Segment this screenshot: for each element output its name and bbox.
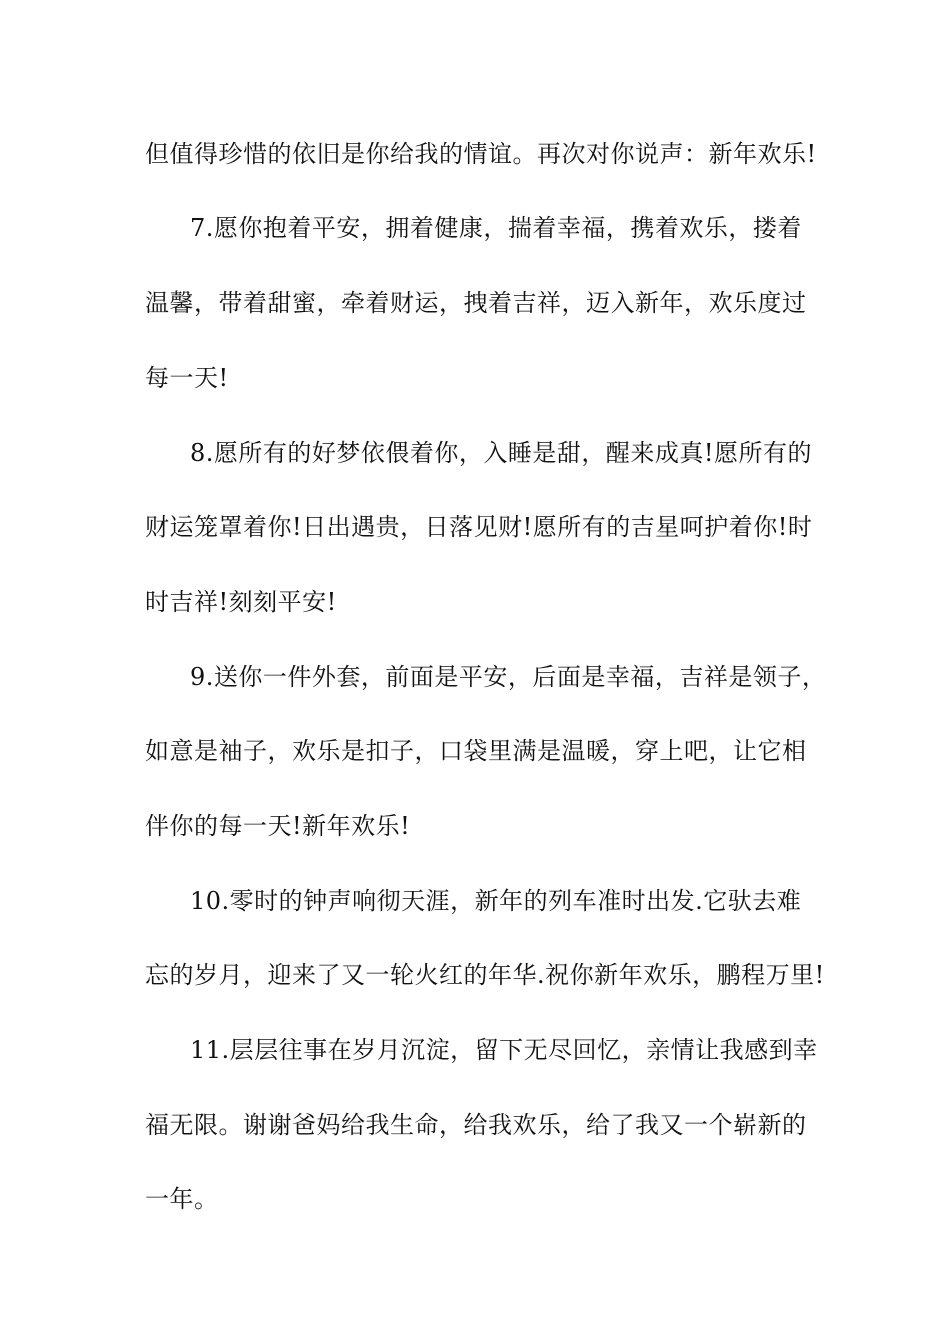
paragraph-7-line-1: 7.愿你抱着平安，拥着健康，揣着幸福，携着欢乐，搂着 bbox=[190, 214, 802, 242]
paragraph-7-line-2: 温馨，带着甜蜜，牵着财运，拽着吉祥，迈入新年，欢乐度过 bbox=[145, 289, 807, 317]
paragraph-11-line-3: 一年。 bbox=[145, 1185, 219, 1213]
paragraph-10-line-2: 忘的岁月，迎来了又一轮火红的年华.祝你新年欢乐，鹏程万里! bbox=[145, 961, 825, 989]
paragraph-9-line-1: 9.送你一件外套，前面是平安，后面是幸福，吉祥是领子， bbox=[190, 663, 827, 691]
paragraph-8-line-3: 时吉祥!刻刻平安! bbox=[145, 588, 337, 616]
paragraph-8-line-1: 8.愿所有的好梦依偎着你，入睡是甜，醒来成真!愿所有的 bbox=[190, 439, 813, 467]
paragraph-6-line-3: 但值得珍惜的依旧是你给我的情谊。再次对你说声：新年欢乐! bbox=[145, 140, 817, 168]
paragraph-9-line-2: 如意是袖子，欢乐是扣子，口袋里满是温暖，穿上吧，让它相 bbox=[145, 737, 807, 765]
paragraph-8-line-2: 财运笼罩着你!日出遇贵，日落见财!愿所有的吉星呵护着你!时 bbox=[145, 513, 813, 541]
paragraph-7-line-3: 每一天! bbox=[145, 364, 229, 392]
paragraph-10-line-1: 10.零时的钟声响彻天涯，新年的列车准时出发.它驮去难 bbox=[190, 887, 802, 915]
paragraph-11-line-1: 11.层层往事在岁月沉淀，留下无尽回忆，亲情让我感到幸 bbox=[190, 1036, 818, 1064]
paragraph-11-line-2: 福无限。谢谢爸妈给我生命，给我欢乐，给了我又一个崭新的 bbox=[145, 1111, 807, 1139]
paragraph-9-line-3: 伴你的每一天!新年欢乐! bbox=[145, 812, 411, 840]
